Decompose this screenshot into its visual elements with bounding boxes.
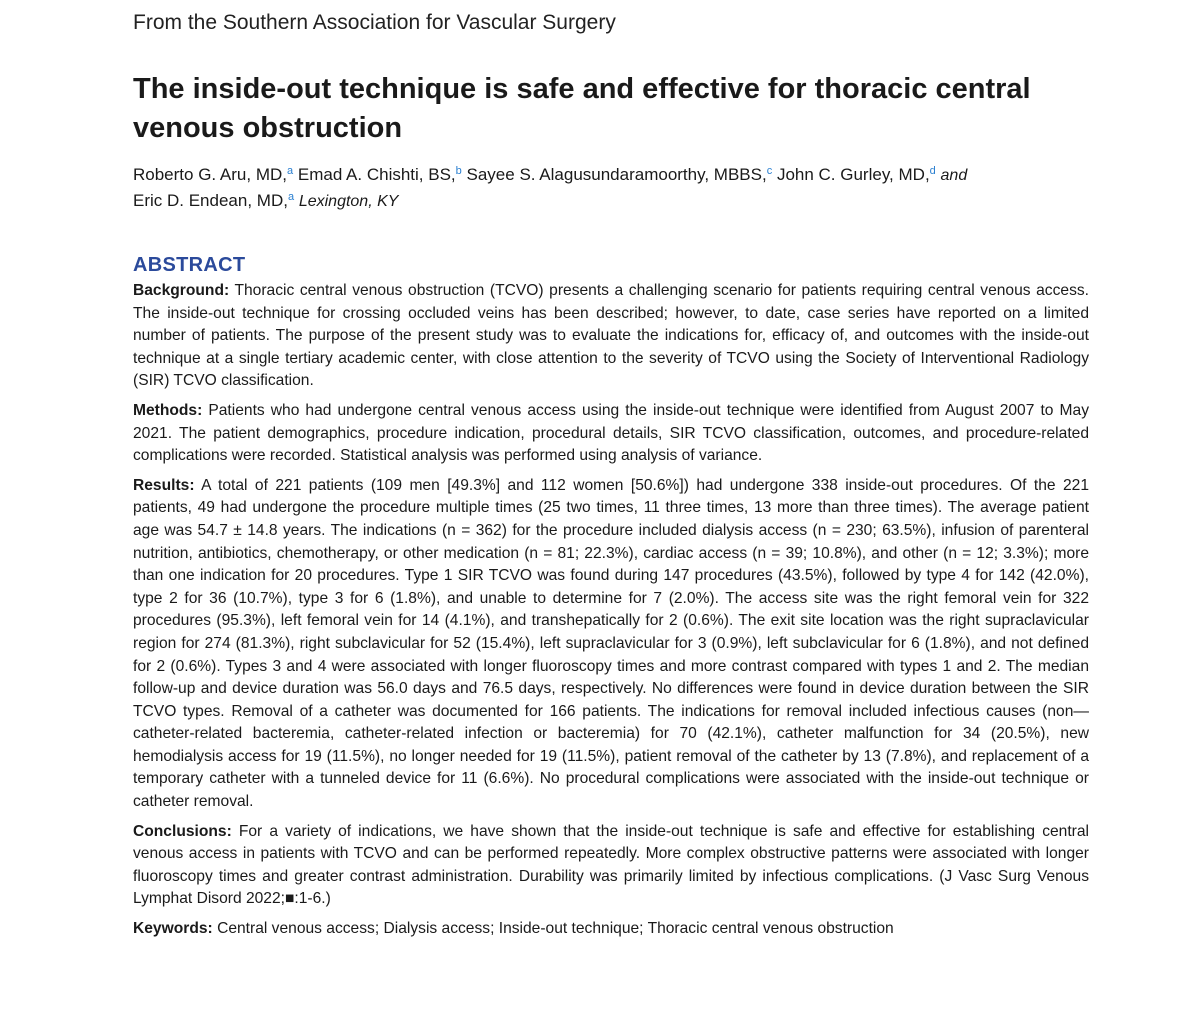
- affiliation-marker[interactable]: d: [929, 165, 936, 177]
- keywords-label: Keywords:: [133, 920, 213, 938]
- article-title: The inside-out technique is safe and effective for thoracic central venous obstruction: [133, 73, 1031, 144]
- author-location: Lexington, KY: [298, 193, 399, 210]
- affiliation-marker[interactable]: a: [287, 165, 294, 177]
- author-name: Sayee S. Alagusundaramoorthy, MBBS,: [466, 165, 767, 184]
- background-label: Background:: [133, 282, 230, 299]
- results-text: A total of 221 patients (109 men [49.3%] and 112 women [50.6%]) had undergone 338 inside-out procedures. Of the 221 patients, 49 had undergone the procedure multiple times (25 two times, 11 three times, 13 more than three times). The average patient age was 54.7 ± 14.8 years. The indications (n = 362) for the procedure included dialysis access (n = 230; 63.5%), infusion of parenteral nutrition, antibiotics, chemotherapy, or other medication (n = 81; 22.3%), cardiac access (n = 39; 10.8%), and other (n = 12; 3.3%); more than one indication for 20 procedures. Type 1 SIR TCVO was found during 147 procedures (43.5%), followed by type 4 for 142 (42.0%), type 2 for 36 (10.7%), type 3 for 6 (1.8%), and unable to determine for 7 (2.0%). The access site was the right femoral vein for 322 procedures (95.3%), left femoral vein for 14 (4.1%), and transhepatically for 2 (0.6%). The exit site location was the right supraclavicular region for 274 (81.3%), right subclavicular for 52 (15.4%), left supraclavicular for 3 (0.9%), left subclavicular for 6 (1.8%), and not defined for 2 (0.6%). Types 3 and 4 were associated with longer fluoroscopy times and more contrast compared with types 1 and 2. The median follow-up and device duration was 56.0 days and 76.5 days, respectively. No differences were found in device duration between the SIR TCVO types. Removal of a catheter was documented for 166 patients. The indications for removal included infectious causes (non—catheter-related bacteremia, catheter-related infection or bacteremia) for 70 (42.1%), catheter malfunction for 34 (20.5%), new hemodialysis access for 19 (11.5%), no longer needed for 19 (11.5%), patient removal of the catheter by 13 (7.8%), and replacement of a temporary catheter with a tunneled device for 11 (6.6%). No procedural complications were associated with the inside-out technique or catheter removal.: [133, 476, 1089, 811]
- abstract-results: [133, 475, 1089, 814]
- affiliation-marker[interactable]: c: [766, 165, 773, 177]
- abstract-conclusions: [133, 821, 1089, 911]
- author-name: Emad A. Chishti, BS,: [297, 165, 456, 184]
- methods-label: Methods:: [133, 401, 203, 419]
- keywords-text: Central venous access; Dialysis access; Inside-out technique; Thoracic central venous obstruction: [217, 920, 894, 938]
- background-text: Thoracic central venous obstruction (TCVO) presents a challenging scenario for patients requiring central venous access. The inside-out technique for crossing occluded veins has been described; however, to date, case series have reported on a limited number of patients. The purpose of the present study was to evaluate the indications for, efficacy of, and outcomes with the inside-out technique at a single tertiary academic center, with close attention to the severity of TCVO using the Society of Interventional Radiology (SIR) TCVO classification.: [133, 282, 1090, 390]
- abstract-background: [133, 280, 1089, 393]
- affiliation-marker[interactable]: b: [455, 165, 462, 177]
- affiliation-marker[interactable]: a: [287, 191, 295, 203]
- methods-text: Patients who had undergone central venous access using the inside-out technique were identified from August 2007 to May 2021. The patient demographics, procedure indication, procedural details, SIR TCVO classification, outcomes, and procedure-related complications were recorded. Statistical analysis was performed using analysis of variance.: [133, 401, 1089, 465]
- conclusions-label: Conclusions:: [133, 822, 232, 840]
- author-name: Eric D. Endean, MD,: [133, 191, 288, 210]
- abstract-methods: [133, 400, 1089, 468]
- society-line: From the Southern Association for Vascular Surgery: [133, 11, 616, 34]
- and-word: and: [940, 167, 968, 184]
- abstract-heading: ABSTRACT: [133, 254, 246, 276]
- author-name: Roberto G. Aru, MD,: [133, 165, 287, 184]
- abstract-body: [133, 280, 1089, 948]
- results-label: Results:: [133, 476, 195, 494]
- conclusions-text: For a variety of indications, we have shown that the inside-out technique is safe and effective for establishing central venous access in patients with TCVO and can be performed repeatedly. More complex obstructive patterns were associated with longer fluoroscopy times and greater contrast administration. Durability was primarily limited by infectious complications. (J Vasc Surg Venous Lymphat Disord 2022;■:1-6.): [133, 822, 1089, 908]
- author-list: [133, 162, 1089, 214]
- author-name: John C. Gurley, MD,: [776, 165, 930, 184]
- abstract-keywords: [133, 918, 1089, 941]
